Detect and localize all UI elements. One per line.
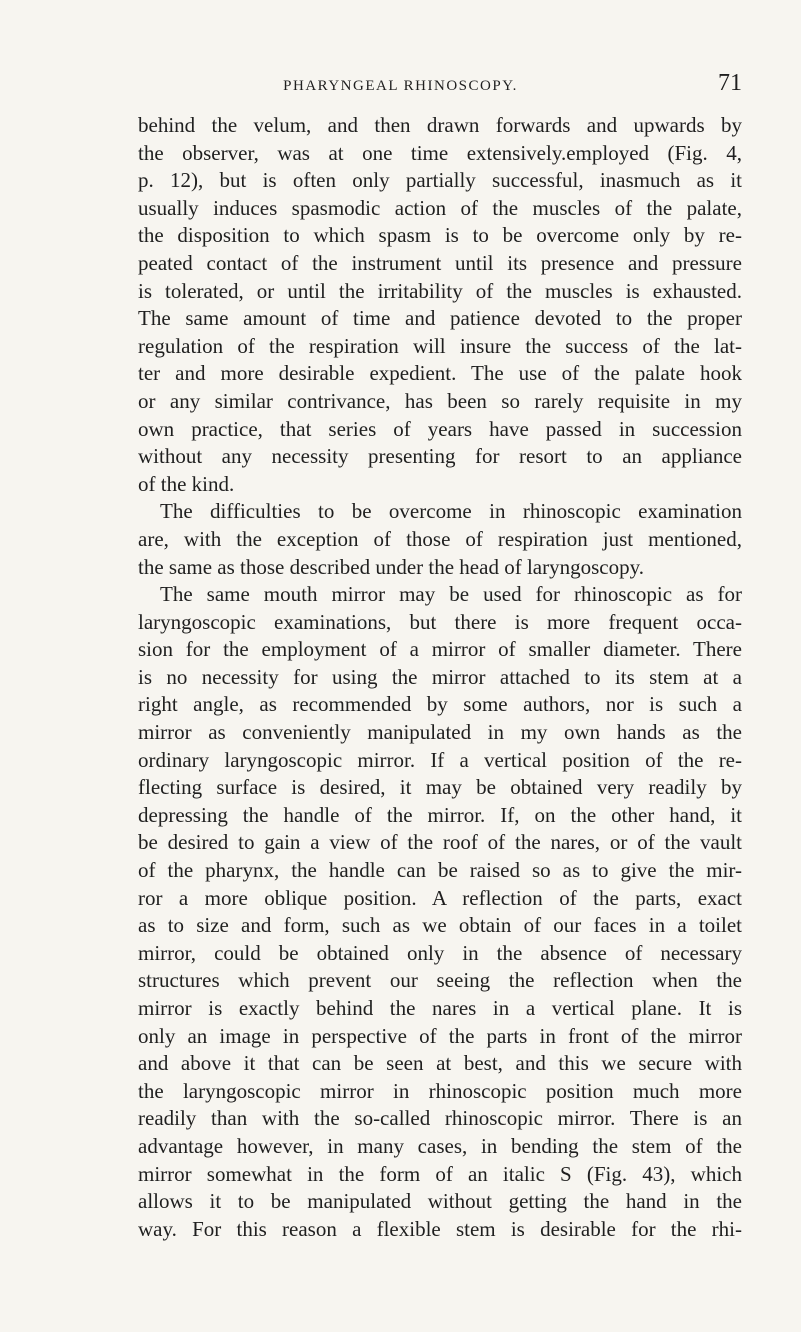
running-title: PHARYNGEAL RHINOSCOPY. <box>283 78 518 94</box>
text-line: ter and more desirable expedient. The use of the palate hook <box>138 361 742 386</box>
text-line: The same amount of time and patience devoted to the proper <box>138 306 742 331</box>
text-line: right angle, as recommended by some authors, nor is such a <box>138 692 742 717</box>
text-line: and above it that can be seen at best, and this we secure with <box>138 1051 742 1076</box>
text-line: The same mouth mirror may be used for rhinoscopic as for <box>160 582 742 607</box>
text-line: be desired to gain a view of the roof of the nares, or of the vault <box>138 830 742 855</box>
text-line: own practice, that series of years have passed in succession <box>138 416 742 441</box>
text-line: mirror somewhat in the form of an italic S (Fig. 43), which <box>138 1161 742 1186</box>
text-line: the disposition to which spasm is to be overcome only by re- <box>138 223 742 248</box>
text-line: sion for the employment of a mirror of smaller diameter. There <box>138 637 742 662</box>
text-line: is tolerated, or until the irritability of the muscles is exhausted. <box>138 278 742 303</box>
text-line: flecting surface is desired, it may be obtained very readily by <box>138 775 742 800</box>
text-line: advantage however, in many cases, in bending the stem of the <box>138 1133 742 1158</box>
text-line: as to size and form, such as we obtain of our faces in a toilet <box>138 913 742 938</box>
text-line: depressing the handle of the mirror. If, on the other hand, it <box>138 802 742 827</box>
text-line: is no necessity for using the mirror attached to its stem at a <box>138 664 742 689</box>
text-line: readily than with the so-called rhinoscopic mirror. There is an <box>138 1106 742 1131</box>
text-line: the observer, was at one time extensively.employed (Fig. 4, <box>138 140 742 165</box>
text-line: of the kind. <box>138 471 235 496</box>
text-line: behind the velum, and then drawn forwards and upwards by <box>138 113 742 137</box>
text-line: are, with the exception of those of respiration just mentioned, <box>138 526 742 551</box>
text-line: The difficulties to be overcome in rhinoscopic examination <box>160 499 742 524</box>
text-line: without any necessity presenting for resort to an appliance <box>138 444 742 469</box>
page-number: 71 <box>718 70 742 96</box>
text-line: or any similar contrivance, has been so rarely requisite in my <box>138 388 742 413</box>
body-text <box>138 112 742 1243</box>
text-line: mirror as conveniently manipulated in my own hands as the <box>138 720 742 745</box>
text-line: ordinary laryngoscopic mirror. If a vertical position of the re- <box>138 747 742 772</box>
text-line: laryngoscopic examinations, but there is more frequent occa- <box>138 609 742 634</box>
text-line: way. For this reason a flexible stem is desirable for the rhi- <box>138 1216 742 1241</box>
text-line: mirror, could be obtained only in the absence of necessary <box>138 940 742 965</box>
text-line: structures which prevent our seeing the reflection when the <box>138 968 742 993</box>
text-line: of the pharynx, the handle can be raised so as to give the mir- <box>138 858 742 883</box>
text-line: the same as those described under the head of laryngoscopy. <box>138 554 644 579</box>
page-header <box>0 72 801 102</box>
text-line: only an image in perspective of the parts in front of the mirror <box>138 1023 742 1048</box>
text-line: regulation of the respiration will insure the success of the lat- <box>138 333 742 358</box>
text-line: p. 12), but is often only partially successful, inasmuch as it <box>138 168 742 193</box>
text-line: usually induces spasmodic action of the muscles of the palate, <box>138 195 742 220</box>
text-line: the laryngoscopic mirror in rhinoscopic position much more <box>138 1078 742 1103</box>
text-line: ror a more oblique position. A reflection of the parts, exact <box>138 885 742 910</box>
text-line: peated contact of the instrument until its presence and pressure <box>138 250 742 275</box>
text-line: allows it to be manipulated without getting the hand in the <box>138 1189 742 1214</box>
text-line: mirror is exactly behind the nares in a vertical plane. It is <box>138 996 742 1020</box>
